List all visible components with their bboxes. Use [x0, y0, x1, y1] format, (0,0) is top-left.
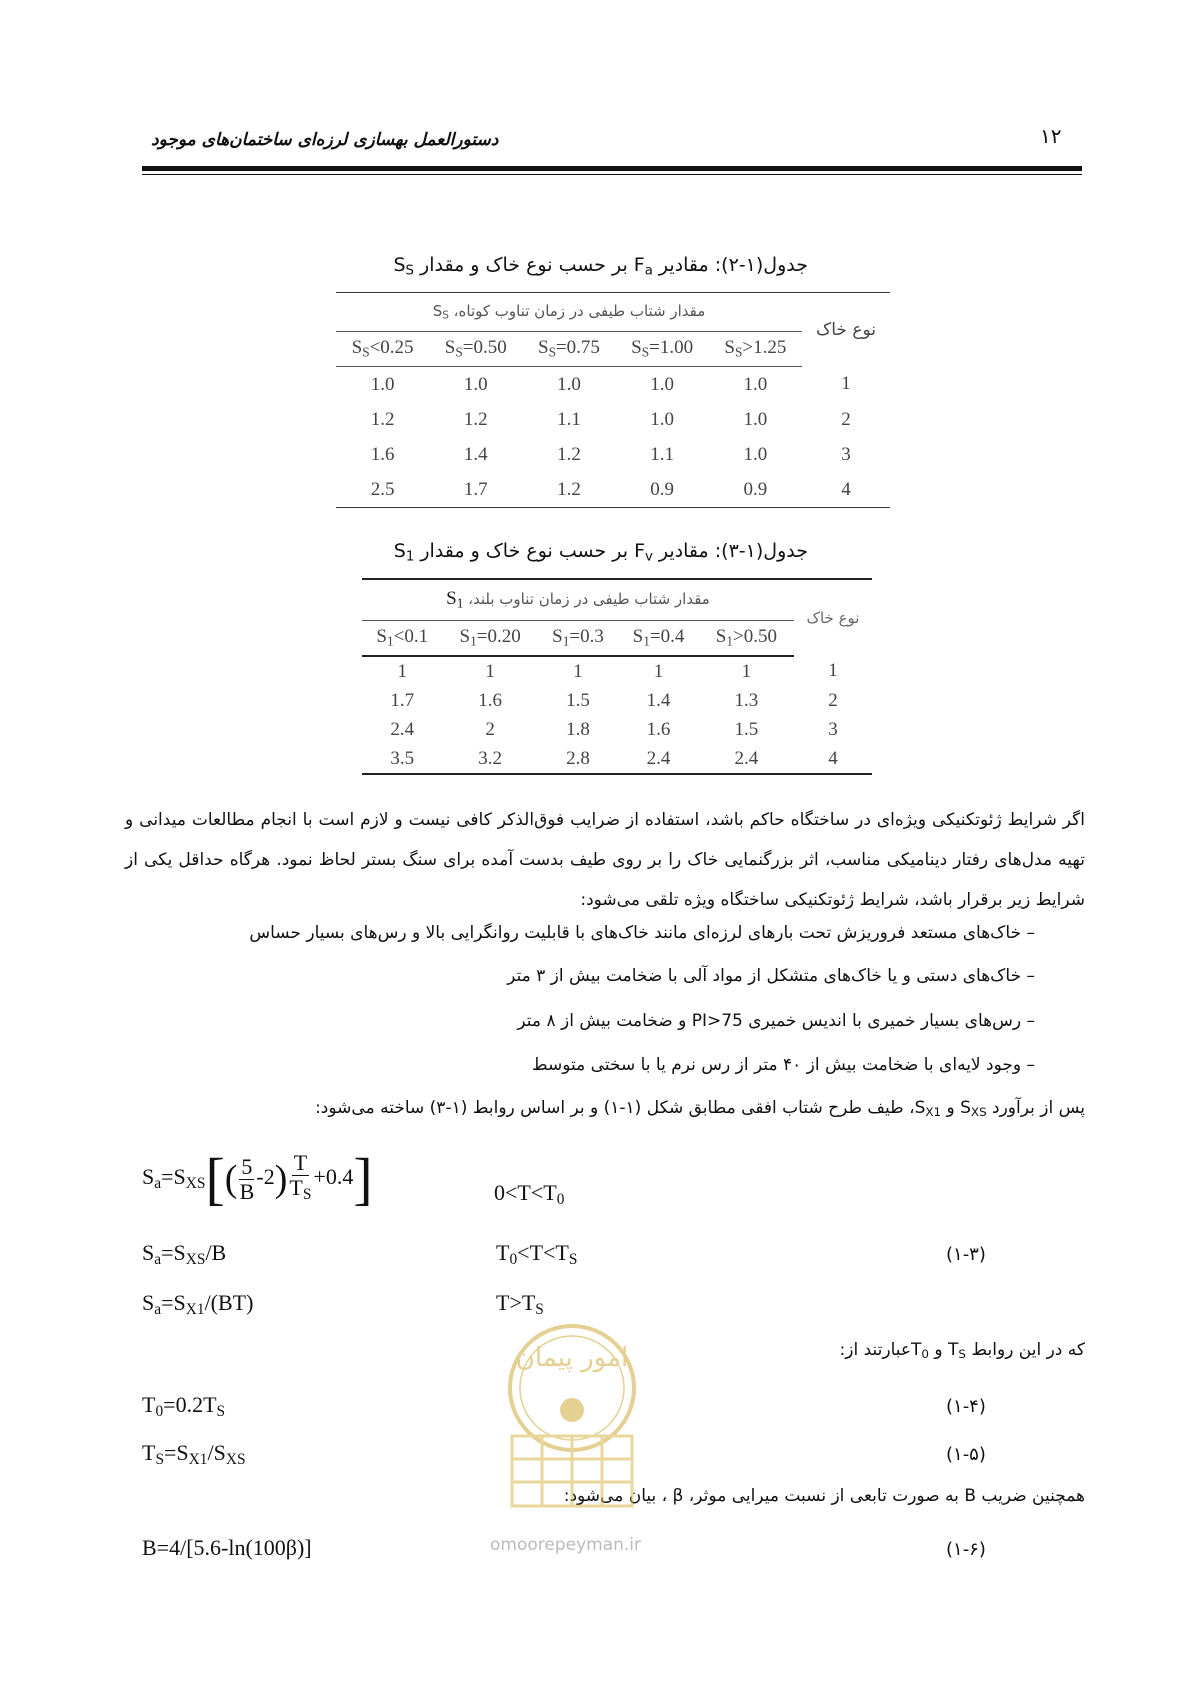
watermark-logo-text: امور پیمان — [515, 1343, 629, 1373]
table-cell: 1.0 — [370, 373, 395, 395]
equation-3-line-2-condition: $T_0<T<T_S$ — [496, 1240, 578, 1268]
table-cell: 1.2 — [557, 443, 581, 465]
table-cell: 1 — [841, 373, 851, 395]
table-cell: 2 — [828, 689, 838, 711]
equation-6: B=4/[5.6-ln(100β)] — [142, 1535, 312, 1560]
table-row — [336, 367, 890, 403]
table-row — [336, 472, 890, 508]
table-cell: 1.6 — [370, 443, 395, 465]
table1-col-header: $S_S=1.00$ — [616, 332, 709, 367]
table2-col-header: $S_1<0.1$ — [362, 621, 442, 657]
table-cell: 1.5 — [566, 689, 590, 711]
table-cell: 1.2 — [370, 408, 395, 430]
equation-3-line-2: $S_a=S_{XS}/B$ — [142, 1240, 227, 1268]
table-cell: 2.4 — [618, 744, 698, 774]
paragraph-where: که در این روابط $T_S$ و $T_0عبارتند$ از: — [839, 1340, 1085, 1361]
table-cell: 0.9 — [616, 472, 709, 508]
table1-col-header: $S_S=0.75$ — [522, 332, 615, 367]
table-cell: 2 — [841, 408, 851, 430]
table-cell: 1.0 — [743, 373, 768, 395]
table-row — [362, 686, 872, 715]
table-cell: 1.7 — [390, 689, 415, 711]
table-cell: 1 — [485, 660, 495, 682]
table-row — [336, 437, 890, 472]
header-rule — [142, 166, 1082, 171]
table-cell: 4 — [794, 744, 872, 774]
table-cell: 1.0 — [743, 443, 768, 465]
table-cell: 1 — [653, 660, 664, 682]
table2-col-header: $S_1>0.50$ — [699, 621, 794, 657]
table-cell: 2.8 — [538, 744, 618, 774]
paragraph-spectrum-intro: پس از برآورد $S_{XS}$ و $S_{X1}،$ طیف طرح شتاب افقی مطابق شکل (۱-۱) و بر اساس روابط (۱-۳) ساخته می‌شود: — [315, 1098, 1085, 1119]
table-cell: 1.8 — [566, 718, 590, 740]
watermark-logo — [482, 1318, 662, 1518]
watermark-url: omoorepeyman.ir — [490, 1535, 642, 1555]
table2-caption: جدول(۱-۳): مقادیر $F_v$ بر حسب نوع خاک و مقدار $S_1$ — [393, 540, 808, 565]
table-cell: 1.0 — [463, 373, 488, 395]
equation-3-line-1-condition: $0<T<T_0$ — [494, 1180, 565, 1208]
equation-4: $T_0=0.2T_S$ — [142, 1392, 226, 1420]
table1-col-header: $S_S=0.50$ — [429, 332, 522, 367]
table1-caption: جدول(۱-۲): مقادیر $F_a$ بر حسب نوع خاک و مقدار $S_S$ — [393, 254, 808, 279]
table-cell: 1.6 — [478, 689, 502, 711]
table-cell: 2.5 — [336, 472, 429, 508]
table-row — [362, 715, 872, 744]
table-cell: 1.0 — [650, 373, 675, 395]
paragraph-damping: همچنین ضریب B به صورت تابعی از نسبت میرایی موثر، β ، بیان می‌شود: — [563, 1486, 1085, 1506]
table2-col-header: $S_1=0.3$ — [538, 621, 618, 657]
table-cell: 1.0 — [743, 408, 768, 430]
running-title: دستورالعمل بهسازی لرزه‌ای ساختمان‌های موجود — [151, 130, 499, 150]
paragraph-special-conditions: اگر شرایط ژئوتکنیکی ویژه‌ای در ساختگاه حاکم باشد، استفاده از ضرایب فوق‌الذکر کافی نیست و لازم است با انجام مطالعات میدانی و تهیه مدل‌های رفتار دینامیکی مناسب، اثر بزرگنمایی خاک را بر روی طیف بدست آمده برای سنگ بستر لحاظ نمود. هرگاه حداقل یکی از شرایط زیر برقرار باشد، شرایط ژئوتکنیکی ساختگاه ویژه تلقی می‌شود: — [125, 810, 1085, 910]
table-cell: 2.4 — [390, 718, 415, 740]
table1-soil-header: نوع خاک — [802, 293, 890, 367]
equation-3-line-3: $S_a=S_{X1}/(BT)$ — [142, 1290, 254, 1318]
equation-4-number: (۱-۴) — [946, 1396, 986, 1417]
table-row — [362, 656, 872, 686]
table-cell: 1.1 — [557, 408, 581, 430]
equation-5-number: (۱-۵) — [946, 1444, 986, 1465]
table1-col-header: $S_S<0.25$ — [336, 332, 429, 367]
table-cell: 1 — [828, 660, 838, 681]
table-cell: 1.2 — [522, 472, 615, 508]
table2 — [362, 578, 872, 775]
table2-soil-header: نوع خاک — [794, 579, 872, 656]
table-cell: 1.4 — [463, 443, 488, 465]
table-cell: 3 — [828, 718, 838, 740]
table1 — [336, 292, 890, 508]
table-cell: 4 — [802, 472, 890, 508]
table2-col-header: $S_1=0.4$ — [618, 621, 698, 657]
table2-col-header: $S_1=0.20$ — [442, 621, 537, 657]
table1-col-header: $S_S>1.25$ — [709, 332, 802, 367]
table-cell: 1 — [573, 660, 583, 682]
table-cell: 3 — [841, 443, 851, 465]
table-row — [336, 402, 890, 437]
table-cell: 1.0 — [650, 408, 675, 430]
equation-6-number: (۱-۶) — [946, 1539, 986, 1560]
table-cell: 1.6 — [646, 718, 671, 740]
table2-group-header: مقدار شتاب طیفی در زمان تناوب بلند، $S_1$ — [362, 579, 794, 621]
equation-3-line-3-condition: $T>T_S$ — [496, 1290, 544, 1318]
table-cell: 1.1 — [650, 443, 675, 465]
table-row — [362, 744, 872, 774]
list-item: – رس‌های بسیار خمیری با اندیس خمیری PI>75 و ضخامت بیش از ۸ متر — [517, 1011, 1035, 1031]
table-cell: 1 — [741, 660, 752, 682]
table-cell: 3.5 — [362, 744, 442, 774]
list-item: – وجود لایه‌ای با ضخامت بیش از ۴۰ متر از رس نرم یا با سختی متوسط — [531, 1055, 1035, 1075]
header-rule-thin — [142, 174, 1082, 175]
table-cell: 2.4 — [699, 744, 794, 774]
equation-5: $T_S=S_{X1}/S_{XS}$ — [142, 1440, 246, 1468]
page-number: ۱۲ — [1040, 124, 1062, 148]
table-cell: 2 — [485, 718, 495, 740]
table-cell: 1.2 — [463, 408, 488, 430]
list-item: – خاک‌های دستی و یا خاک‌های متشکل از مواد آلی با ضخامت بیش از ۳ متر — [507, 966, 1035, 986]
table-cell: 1.5 — [734, 718, 759, 740]
equation-3-number: (۱-۳) — [946, 1244, 986, 1265]
table-cell: 1.0 — [557, 373, 581, 395]
table-cell: 1 — [397, 660, 407, 682]
table-cell: 1.4 — [646, 689, 671, 711]
table-cell: 3.2 — [442, 744, 537, 774]
table-cell: 1.7 — [429, 472, 522, 508]
list-item: – خاک‌های مستعد فروریزش تحت بارهای لرزه‌ای مانند خاک‌های با قابلیت روانگرایی بالا و رس‌های بسیار حساس — [249, 923, 1035, 943]
table-cell: 0.9 — [709, 472, 802, 508]
table1-group-header: مقدار شتاب طیفی در زمان تناوب کوتاه، $S_S$ — [336, 293, 802, 332]
equation-3-line-1: $S_a=S_{XS}$[( $\frac{5}{B}$ -2) $\frac{T}{T_S}$ +0.4] — [142, 1146, 373, 1211]
table-cell: 1.3 — [734, 689, 759, 711]
